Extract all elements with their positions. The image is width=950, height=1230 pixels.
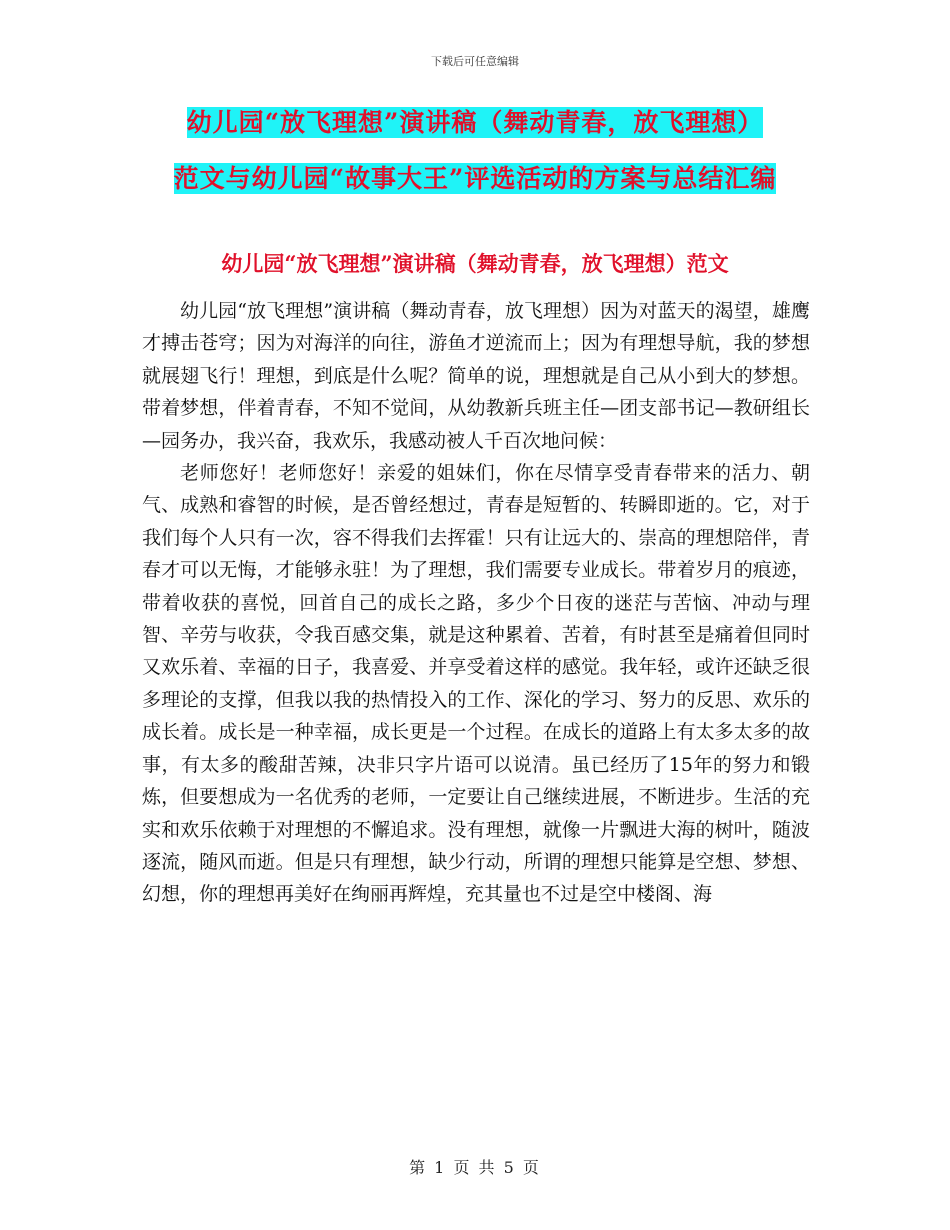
title-line-2 [0,161,950,197]
paragraph-2: 老师您好！老师您好！亲爱的姐妹们，你在尽情享受青春带来的活力、朝气、成熟和睿智的时候，是否曾经想过，青春是短暂的、转瞬即逝的。它，对于我们每个人只有一次，容不得我们去挥霍！只有让远大的、崇高的理想陪伴，青春才可以无悔，才能够永驻！为了理想，我们需要专业成长。带着岁月的痕迹，带着收获的喜悦，回首自己的成长之路，多少个日夜的迷茫与苦恼、冲动与理智、辛劳与收获，令我百感交集，就是这种累着、苦着，有时甚至是痛着但同时又欢乐着、幸福的日子，我喜爱、并享受着这样的感觉。我年轻，或许还缺乏很多理论的支撑，但我以我的热情投入的工作、深化的学习、努力的反思、欢乐的成长着。成长是一种幸福，成长更是一个过程。在成长的道路上有太多太多的故事，有太多的酸甜苦辣，决非只字片语可以说清。虽已经历了15年的努力和锻炼，但要想成为一名优秀的老师，一定要让自己继续进展，不断进步。生活的充实和欢乐依赖于对理想的不懈追求。没有理想，就像一片飘进大海的树叶，随波逐流，随风而逝。但是只有理想，缺少行动，所谓的理想只能算是空想、梦想、幻想，你的理想再美好在绚丽再辉煌，充其量也不过是空中楼阁、海 [142,462,810,906]
body-text [142,295,810,911]
title-line-1-text: 幼儿园“放飞理想”演讲稿（舞动青春，放飞理想） [186,108,764,137]
title-line-2-text: 范文与幼儿园“故事大王”评选活动的方案与总结汇编 [173,164,777,193]
section-heading: 幼儿园“放飞理想”演讲稿（舞动青春，放飞理想）范文 [221,251,729,276]
page-header-note: 下载后可任意编辑 [431,55,519,68]
document-title [0,105,950,197]
title-line-1 [0,105,950,141]
paragraph-1: 幼儿园“放飞理想”演讲稿（舞动青春，放飞理想）因为对蓝天的渴望，雄鹰才搏击苍穹；因为对海洋的向往，游鱼才逆流而上；因为有理想导航，我的梦想就展翅飞行！理想，到底是什么呢？简单的说，理想就是自己从小到大的梦想。带着梦想，伴着青春，不知不觉间，从幼教新兵班主任—团支部书记—教研组长—园务办，我兴奋，我欢乐，我感动被人千百次地问候： [142,300,810,452]
page-footer: 第 1 页 共 5 页 [409,1158,541,1177]
